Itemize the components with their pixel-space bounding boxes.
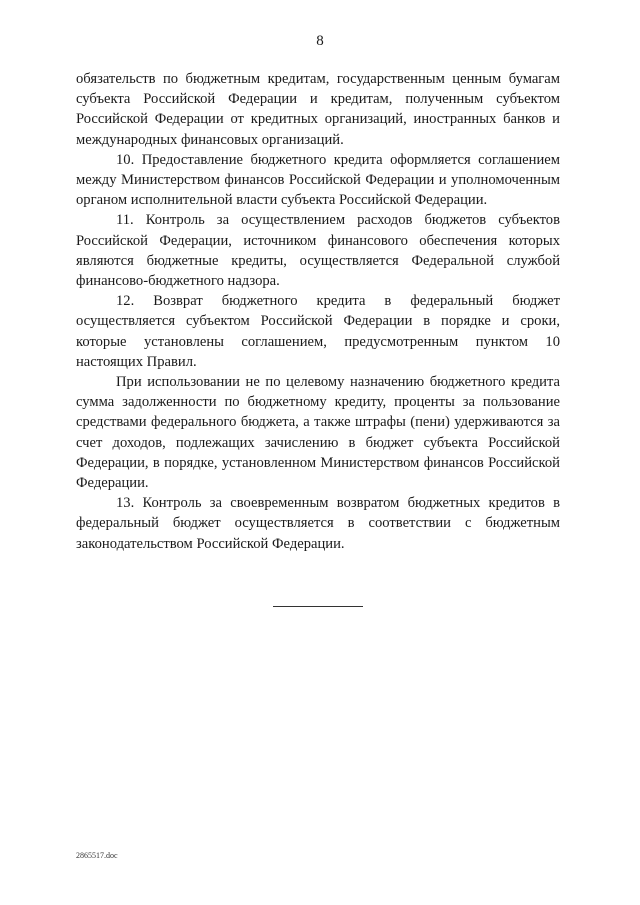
paragraph-item-12: 12. Возврат бюджетного кредита в федеральный бюджет осуществляется субъектом Российской Федерации в порядке и сроки, которые установлены соглашением, предусмотренным пунктом 10 настоящих Правил. [76, 293, 560, 370]
paragraph-continuation: обязательств по бюджетным кредитам, государственным ценным бумагам субъекта Российской Федерации и кредитам, полученным субъектом Российской Федерации от кредитных организаций, иностранных банков и международных финансовых организаций. [76, 71, 560, 148]
paragraph-item-11: 11. Контроль за осуществлением расходов бюджетов субъектов Российской Федерации, источником финансового обеспечения которых являются бюджетные кредиты, осуществляется Федеральной службой финансово-бюджетного надзора. [76, 212, 560, 290]
document-body [76, 69, 560, 554]
paragraph-item-12-misuse: При использовании не по целевому назначению бюджетного кредита сумма задолженности по бюджетному кредиту, проценты за пользование средствами федерального бюджета, а также штрафы (пени) удерживаются за счет доходов, подлежащих зачислению в бюджет субъекта Российской Федерации, в порядке, установленном Министерством финансов Российской Федерации. [76, 374, 560, 492]
paragraph-item-13: 13. Контроль за своевременным возвратом бюджетных кредитов в федеральный бюджет осуществляется в соответствии с бюджетным законодательством Российской Федерации. [76, 495, 560, 552]
page-number: 8 [316, 33, 324, 49]
end-separator-line [273, 606, 363, 607]
footer-file-reference: 2865517.doc [76, 851, 118, 860]
paragraph-item-10: 10. Предоставление бюджетного кредита оформляется соглашением между Министерством финансов Российской Федерации и уполномоченным органом исполнительной власти субъекта Российской Федерации. [76, 151, 560, 209]
